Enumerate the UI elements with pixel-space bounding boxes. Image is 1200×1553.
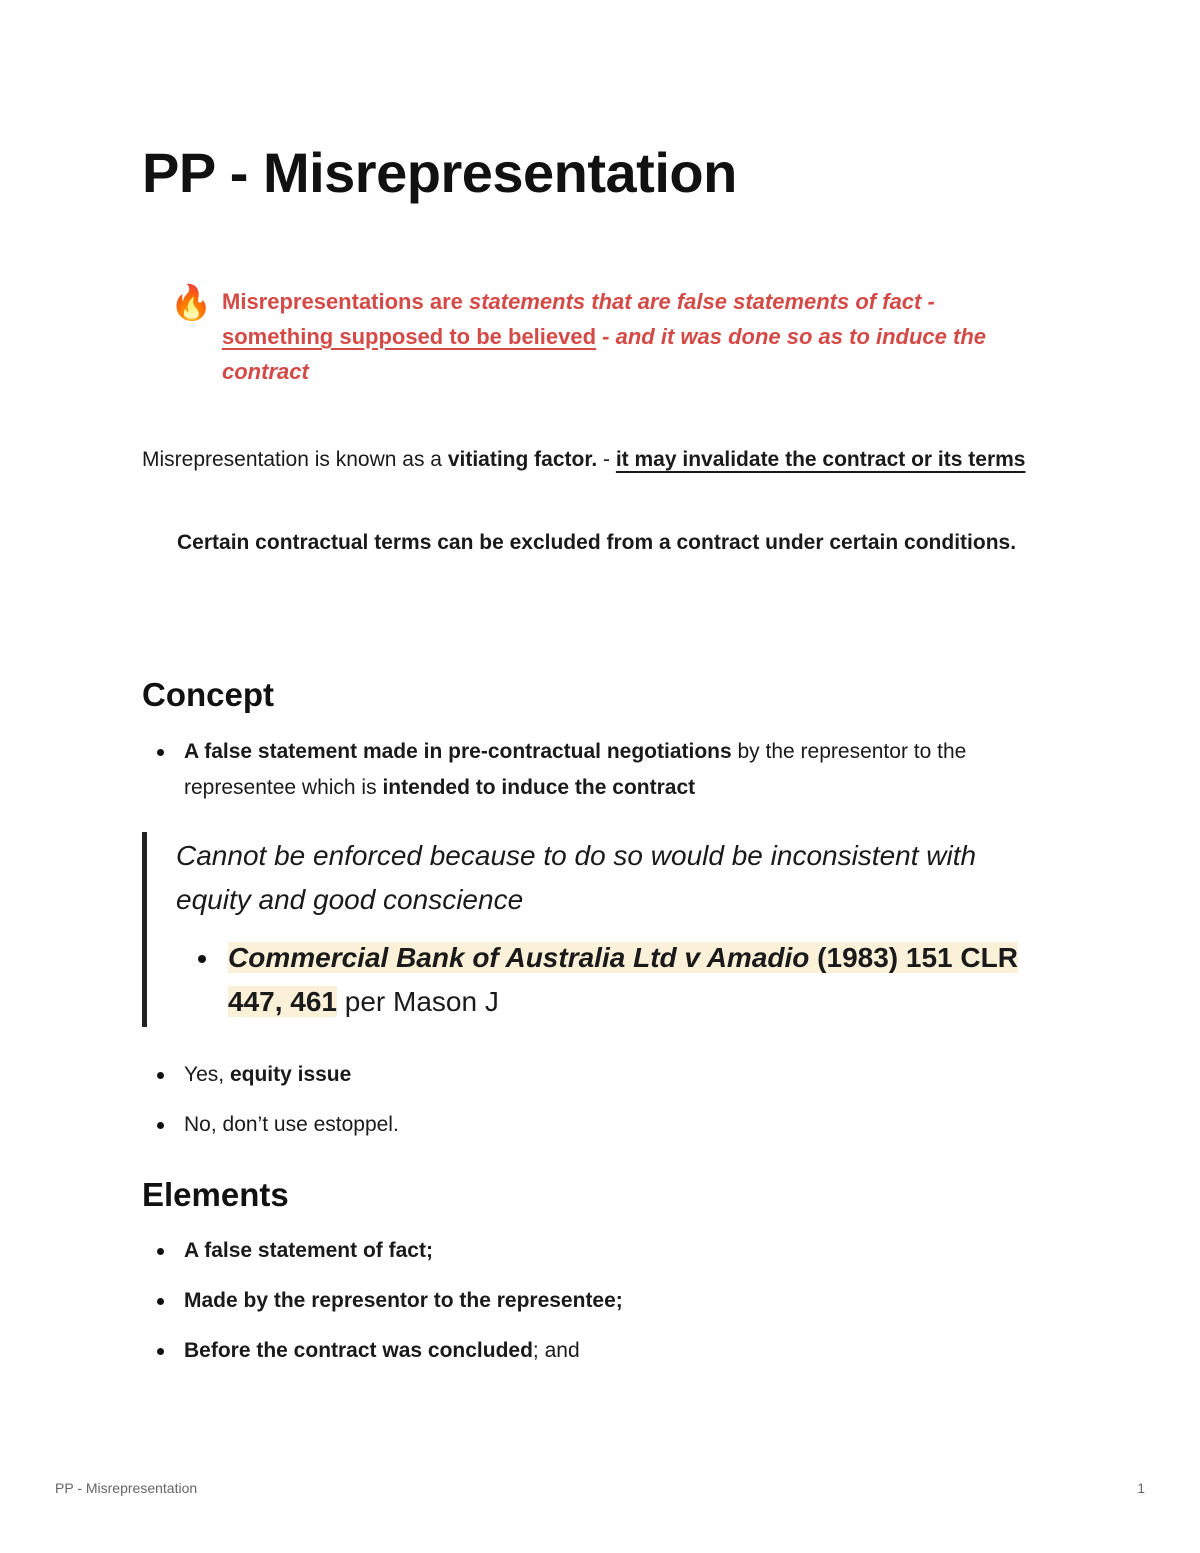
answer1-bold: equity issue [229, 1063, 352, 1086]
case-citation: (1983) 151 CLR 447, 461 [228, 942, 1018, 1017]
quote-block [142, 832, 1042, 1027]
case-suffix: per Mason J [337, 986, 499, 1017]
quote-list [176, 936, 1042, 1024]
quote-text: Cannot be enforced because to do so would be inconsistent with equity and good conscience [176, 840, 977, 915]
element2: Made by the representor to the representee; [184, 1289, 623, 1312]
intro-bold1: vitiating factor. [447, 448, 598, 471]
list-item [142, 1107, 1062, 1143]
callout-block [170, 284, 1050, 389]
concept-bold1: A false statement made in pre-contractual negotiations [184, 740, 732, 763]
concept-bold2: intended to induce the contract [382, 776, 696, 799]
callout-text [222, 284, 1022, 389]
list-item [142, 1333, 1062, 1369]
case-citation-item [176, 936, 1042, 1024]
list-item [142, 734, 1062, 806]
element1: A false statement of fact; [184, 1239, 433, 1262]
list-item [142, 1233, 1062, 1269]
concept-text1: by the representor to the representee which is [184, 740, 967, 799]
answer1-text: Yes, [184, 1063, 230, 1086]
toggle-block[interactable]: Certain contractual terms can be excluded from a contract under certain conditions. [177, 531, 1017, 554]
list-item [142, 1283, 1062, 1319]
answer-list [142, 1057, 1062, 1157]
element3-bold: Before the contract was concluded [184, 1339, 533, 1362]
case-name: Commercial Bank of Australia Ltd v Amadio [228, 942, 810, 973]
intro-paragraph [142, 442, 1052, 478]
page-title: PP - Misrepresentation [142, 141, 737, 204]
list-item [142, 1057, 1062, 1093]
intro-text2: - [597, 448, 616, 471]
intro-text1: Misrepresentation is known as a [142, 448, 448, 471]
footer-title: PP - Misrepresentation [55, 1480, 198, 1496]
intro-underlined: it may invalidate the contract or its terms [615, 448, 1026, 471]
elements-heading: Elements [142, 1176, 289, 1213]
concept-list [142, 734, 1062, 806]
concept-heading: Concept [142, 676, 274, 713]
fire-icon: 🔥 [170, 284, 213, 322]
callout-part2: statements that are false statements of fact - [468, 289, 935, 314]
callout-part3: something supposed to be believed [222, 324, 597, 349]
callout-part4: - and it was done so as to induce the contract [222, 324, 987, 384]
page-number: 1 [1137, 1480, 1145, 1496]
element3-text: ; and [532, 1339, 580, 1362]
elements-list [142, 1233, 1062, 1383]
answer2-text: No, don’t use estoppel. [184, 1113, 399, 1136]
callout-part1: Misrepresentations are [222, 289, 469, 314]
